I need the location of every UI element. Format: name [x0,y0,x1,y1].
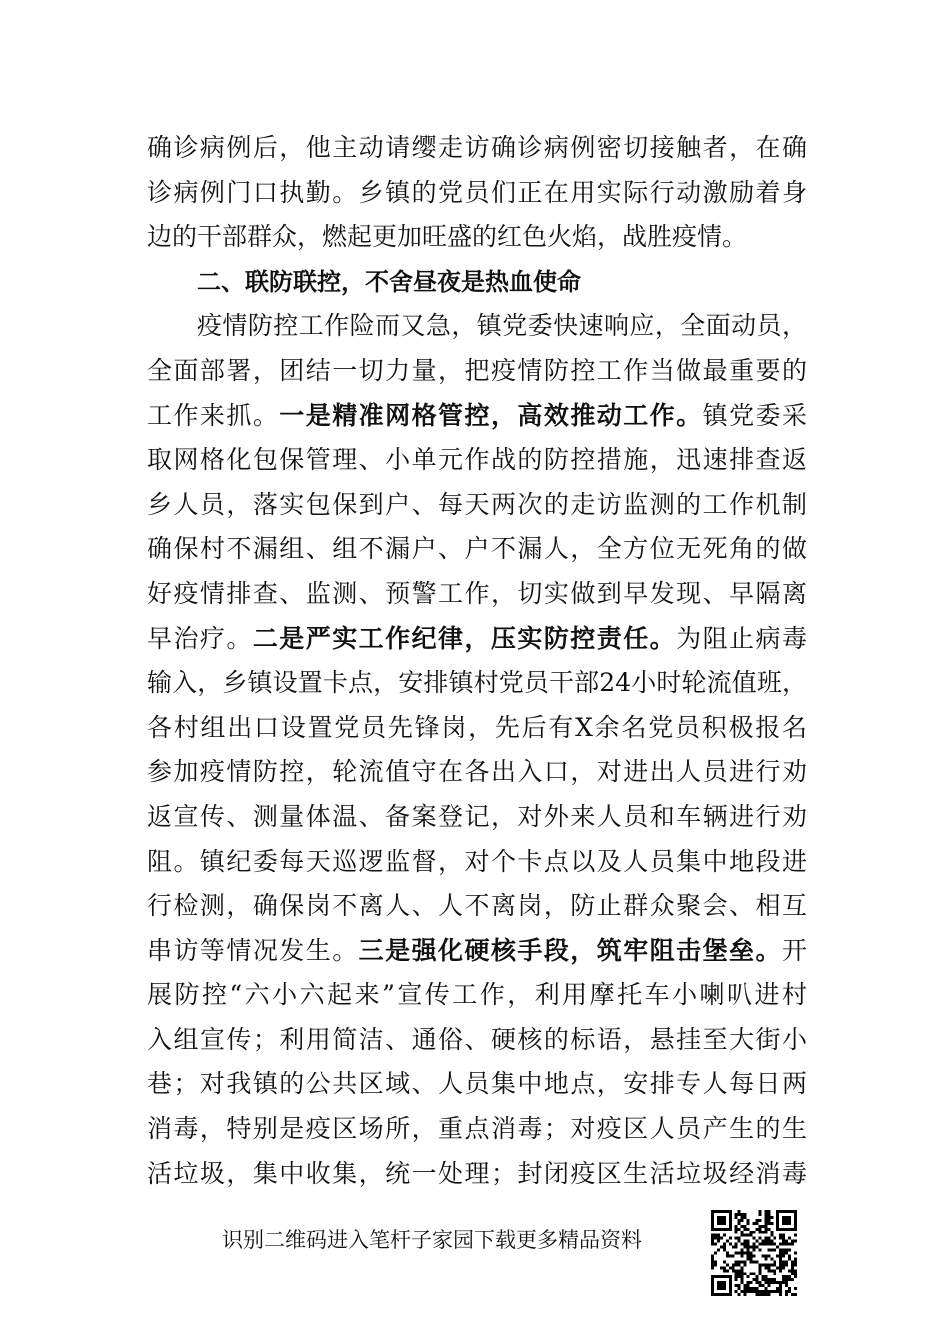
text-segment: 开 [781,935,807,965]
qr-code-icon[interactable] [711,1210,797,1296]
text-segment: 镇党委采 [702,400,807,430]
text-segment: 确诊病例后，他主动请缨走访确诊病例密切接触者，在确 [147,133,807,162]
text-segment: 串访等情况发生。 [147,935,359,965]
text-line [147,483,807,528]
text-line [147,126,807,171]
text-segment: 行检测，确保岗不离人、人不离岗，防止群众聚会、相互 [147,891,807,921]
text-line [147,215,807,260]
text-segment: 消毒，特别是疫区场所，重点消毒；对疫区人员产生的生 [147,1114,807,1144]
text-segment: 输入，乡镇设置卡点，安排镇村党员干部24小时轮流值班， [147,668,807,698]
text-segment: 早治疗。 [147,623,253,653]
text-line [147,438,807,483]
text-line [147,661,807,706]
text-segment: 二、联防联控，不舍昼夜是热血使命 [197,267,581,296]
text-line [147,349,807,394]
text-line [147,394,807,439]
text-line [147,884,807,929]
text-line [147,840,807,885]
emphasis-phrase: 三是强化硬核手段，筑牢阻击堡垒。 [358,935,782,965]
text-segment: 入组宣传；利用简洁、通俗、硬核的标语，悬挂至大街小 [147,1024,807,1054]
text-segment: 各村组出口设置党员先锋岗，先后有X余名党员积极报名 [147,712,807,742]
text-segment: 阻。镇纪委每天巡逻监督，对个卡点以及人员集中地段进 [147,846,807,876]
footer-promo-text: 识别二维码进入笔杆子家园下载更多精品资料 [222,1228,642,1252]
text-line [147,1107,807,1152]
emphasis-phrase: 二是严实工作纪律，压实防控责任。 [252,623,677,653]
text-segment: 确保村不漏组、组不漏户、户不漏人，全方位无死角的做 [147,534,807,564]
text-line [147,572,807,617]
text-line [147,617,807,662]
text-segment: 巷；对我镇的公共区域、人员集中地点，安排专人每日两 [147,1069,807,1099]
text-segment: 展防控“六小六起来”宣传工作，利用摩托车小喇叭进村 [147,980,807,1010]
text-line [147,706,807,751]
emphasis-phrase: 一是精准网格管控，高效推动工作。 [279,400,703,430]
text-line [147,795,807,840]
text-line [147,527,807,572]
text-segment: 疫情防控工作险而又急，镇党委快速响应，全面动员， [197,311,807,341]
text-line [147,304,807,349]
text-segment: 全面部署，团结一切力量，把疫情防控工作当做最重要的 [147,355,807,385]
document-body [147,126,807,1196]
text-line [147,1062,807,1107]
footer [0,1210,950,1300]
text-line [147,750,807,795]
text-segment: 边的干部群众，燃起更加旺盛的红色火焰，战胜疫情。 [147,222,748,252]
text-line [147,929,807,974]
text-line [147,1152,807,1197]
text-segment: 活垃圾，集中收集，统一处理；封闭疫区生活垃圾经消毒 [147,1158,807,1188]
text-line [147,171,807,216]
text-segment: 乡人员，落实包保到户、每天两次的走访监测的工作机制 [147,489,807,519]
text-segment: 诊病例门口执勤。乡镇的党员们正在用实际行动激励着身 [147,177,807,207]
text-line [147,1018,807,1063]
text-segment: 参加疫情防控，轮流值守在各出入口，对进出人员进行劝 [147,757,807,787]
text-segment: 返宣传、测量体温、备案登记，对外来人员和车辆进行劝 [147,801,807,831]
text-line [147,973,807,1018]
section-heading [147,260,807,305]
text-segment: 为阻止病毒 [676,623,807,653]
text-segment: 好疫情排查、监测、预警工作，切实做到早发现、早隔离 [147,578,807,608]
text-segment: 工作来抓。 [147,400,280,430]
text-segment: 取网格化包保管理、小单元作战的防控措施，迅速排查返 [147,445,807,475]
